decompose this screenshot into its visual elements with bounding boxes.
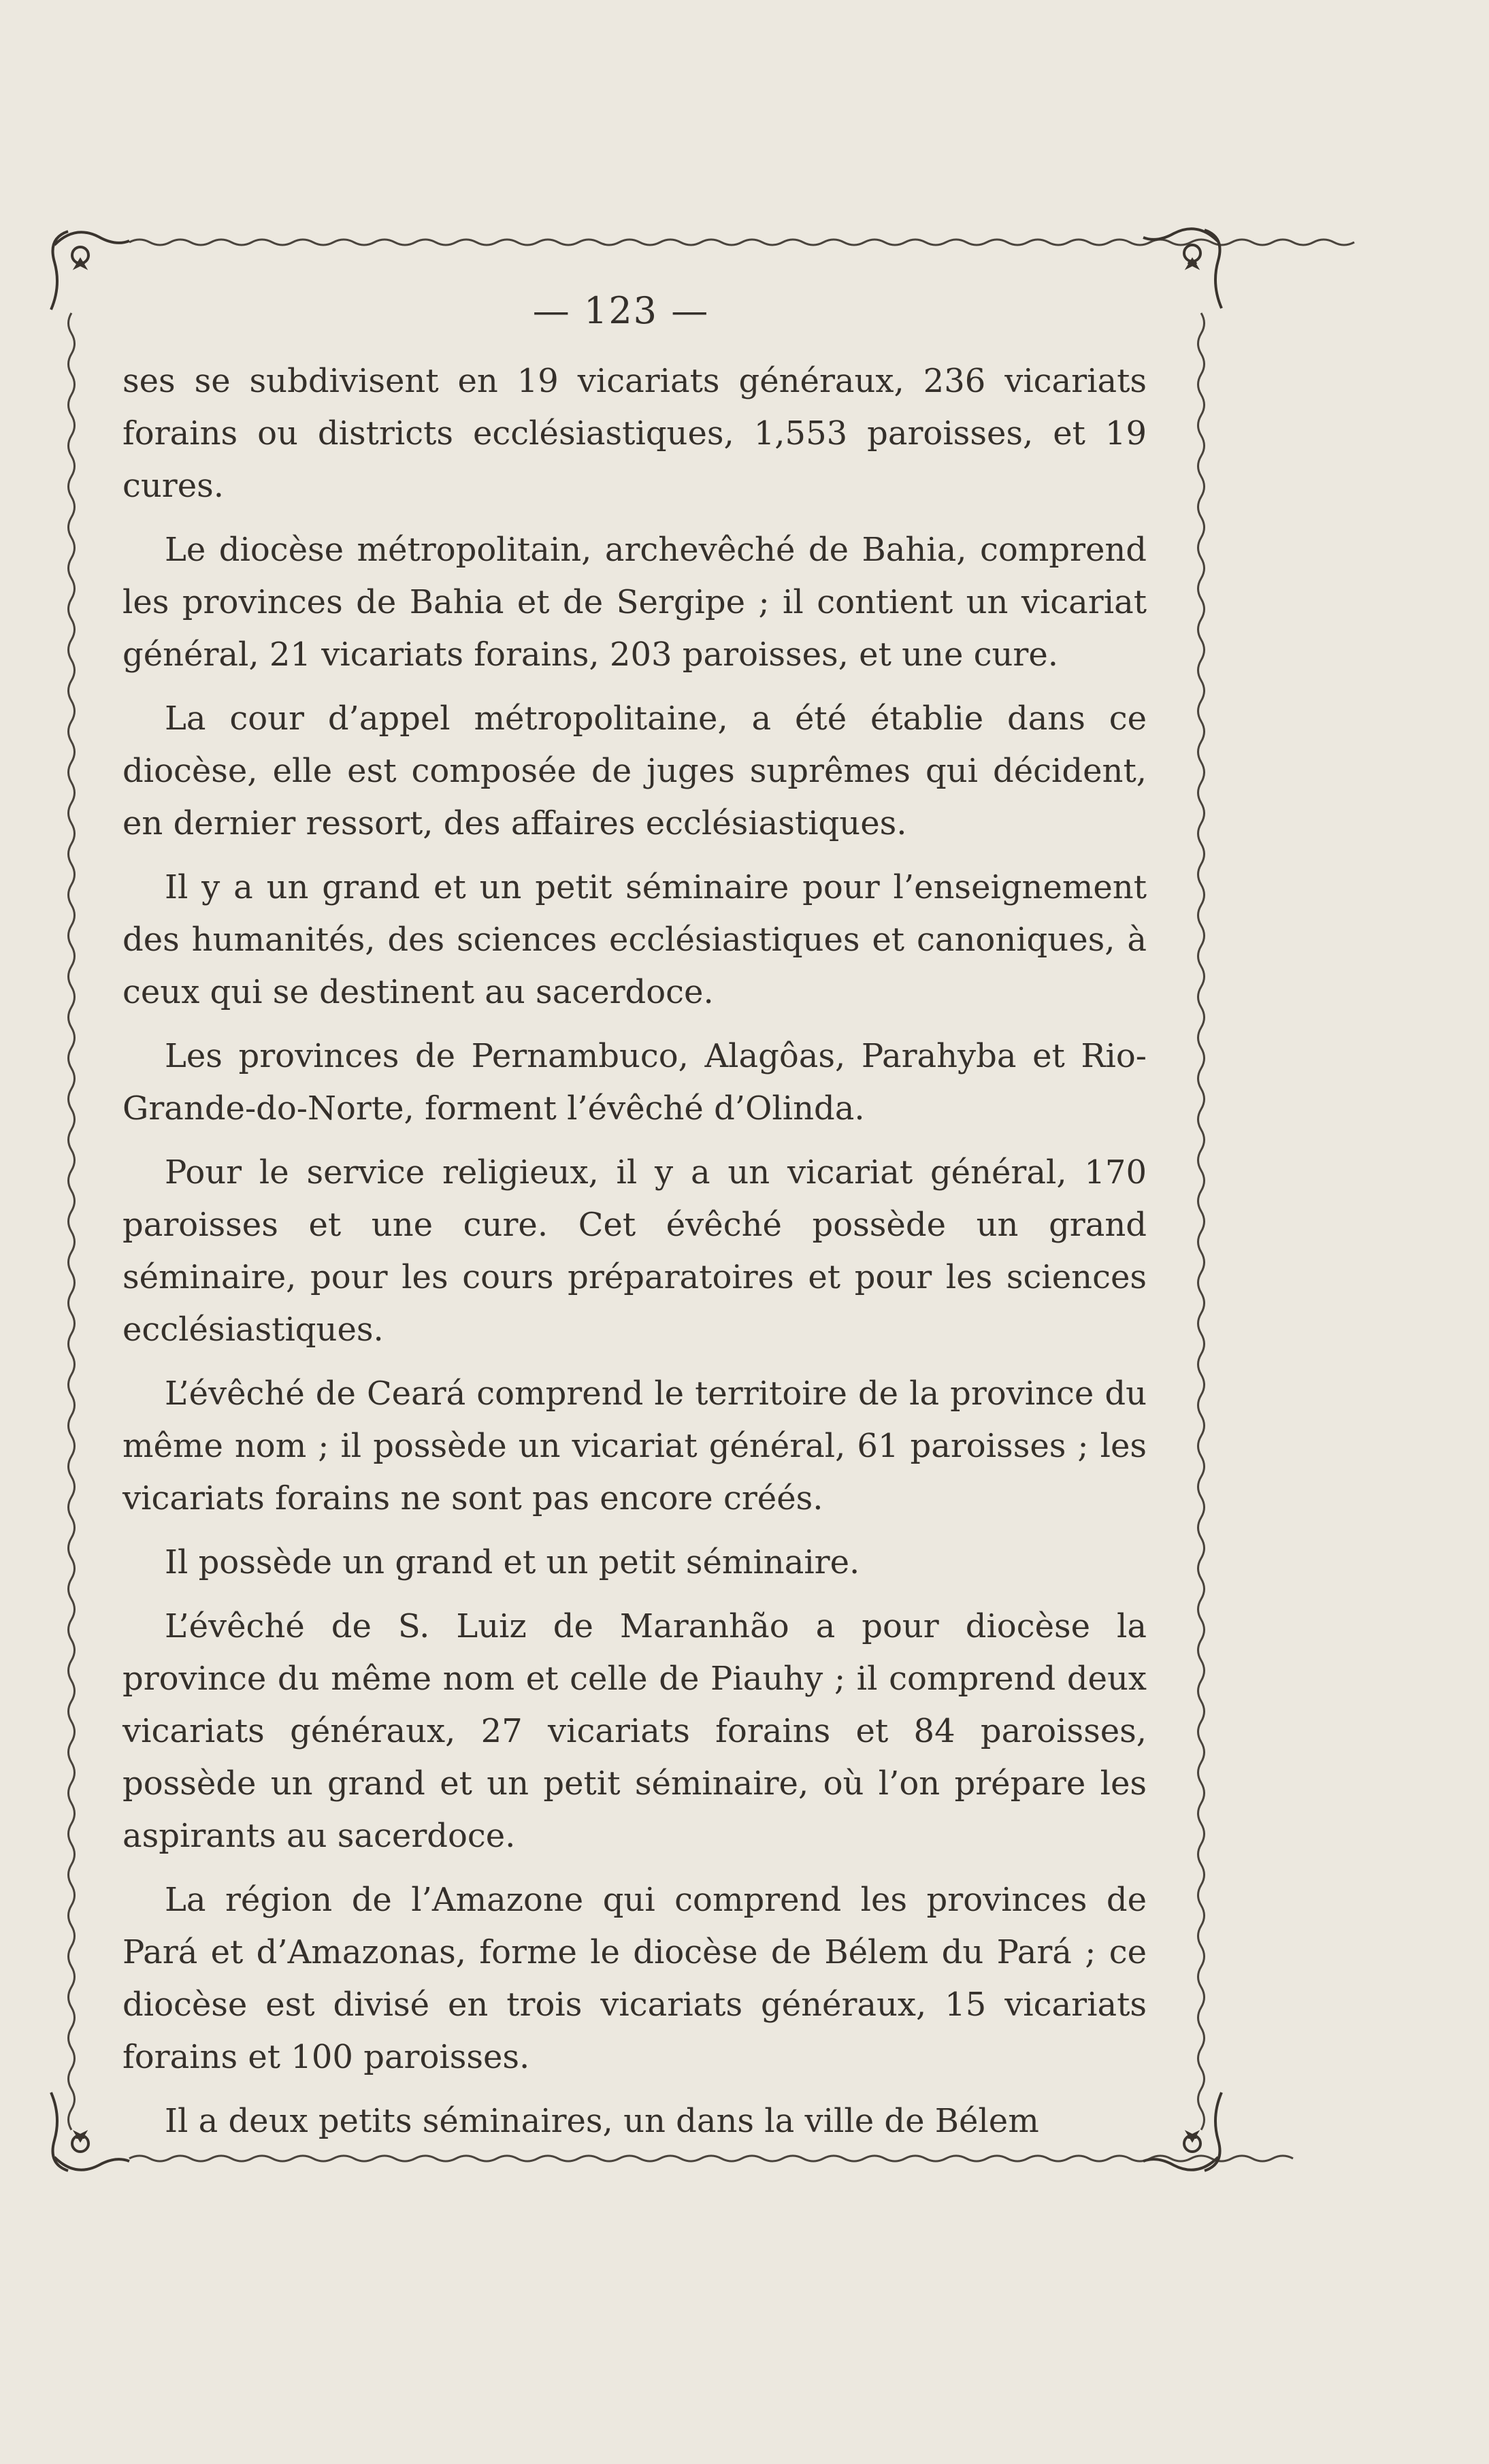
top-border-line [129,240,1354,245]
left-border-line [69,313,75,2130]
paragraph: La région de l’Amazone qui comprend les provinces de Pará et d’Amazonas, forme le diocèse de Bélem du Pará ; ce diocèse est divisé en trois vicariats généraux, 15 vicariats forains et 100 paroisses. [122,1881,1147,2076]
paragraph: L’évêché de Ceará comprend le territoire de la province du même nom ; il possède un vicariat général, 61 paroisses ; les vicariats forains ne sont pas encore créés. [122,1375,1147,1517]
paragraph: Il y a un grand et un petit séminaire pour l’enseignement des humanités, des sciences ecclésiastiques et canoniques, à ceux qui se destinent au sacerdoce. [122,868,1147,1011]
paragraph: La cour d’appel métropolitaine, a été établie dans ce diocèse, elle est composée de juges suprêmes qui décident, en dernier ressort, des affaires ecclésiastiques. [122,700,1147,842]
body-text [122,355,1147,2159]
paragraph: Il possède un grand et un petit séminaire. [165,1543,860,1581]
right-border-line [1198,313,1205,2130]
bottom-right-corner-ornament [1143,2092,1222,2171]
paragraph: ses se subdivisent en 19 vicariats généraux, 236 vicariats forains ou districts ecclésiastiques, 1,553 paroisses, et 19 cures. [122,362,1147,505]
page-number: — 123 — [532,289,710,332]
paragraph: Pour le service religieux, il y a un vicariat général, 170 paroisses et une cure. Cet évêché possède un grand séminaire, pour les cours préparatoires et pour les sciences ecclésiastiques. [122,1153,1147,1349]
paragraph: Le diocèse métropolitain, archevêché de Bahia, comprend les provinces de Bahia et de Sergipe ; il contient un vicariat général, 21 vicariats forains, 203 paroisses, et une cure. [122,531,1147,674]
bottom-left-corner-ornament [51,2092,129,2171]
paragraph: L’évêché de S. Luiz de Maranhão a pour diocèse la province du même nom et celle de Piauhy ; il comprend deux vicariats généraux, 27 vicariats forains et 84 paroisses, possède un grand et un petit séminaire, où l’on prépare les aspirants au sacerdoce. [122,1607,1147,1855]
paragraph: Les provinces de Pernambuco, Alagôas, Parahyba et Rio-Grande-do-Norte, forment l’évêché d’Olinda. [122,1037,1147,1128]
paragraph: Il a deux petits séminaires, un dans la ville de Bélem [165,2102,1039,2140]
